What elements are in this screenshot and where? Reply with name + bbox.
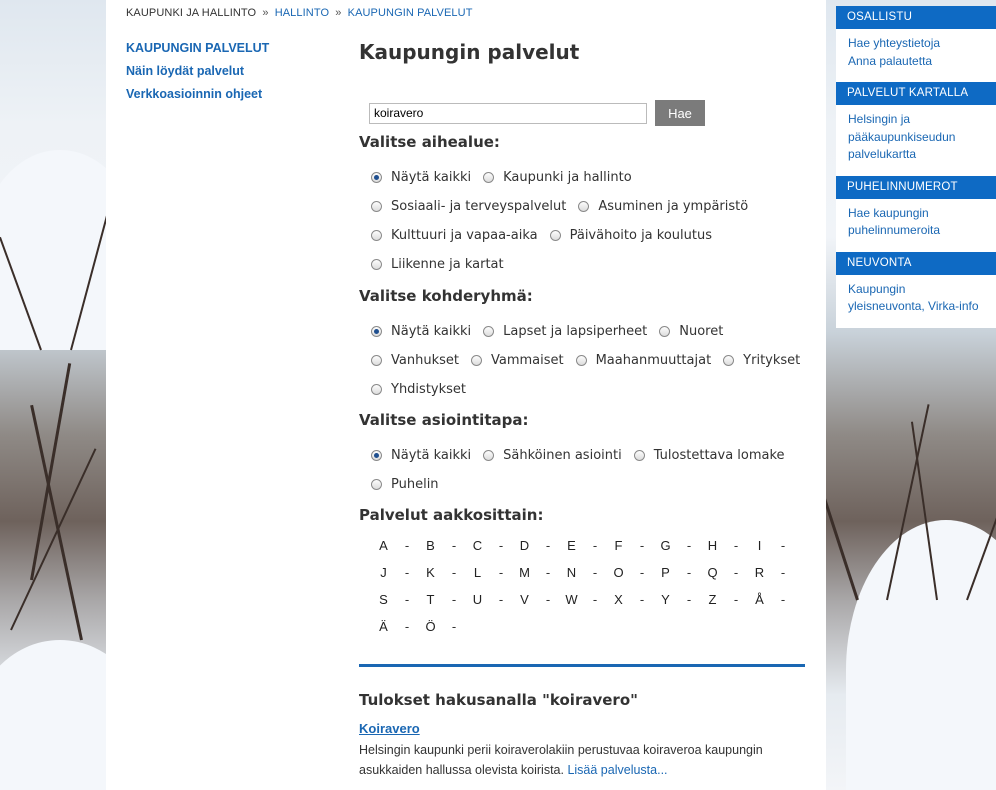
radio-label: Vammaiset <box>490 353 564 368</box>
radio-row <box>371 324 811 353</box>
alphabet-letter-link[interactable]: Ä <box>379 619 388 634</box>
alphabet-letter-link[interactable]: J <box>380 565 387 580</box>
radio-button[interactable] <box>550 230 561 241</box>
breadcrumb-link-hallinto[interactable]: HALLINTO <box>274 7 330 19</box>
radio-button[interactable] <box>371 355 382 366</box>
right-sidebar <box>836 6 996 328</box>
sidebar-box-neuvonta <box>836 252 996 328</box>
result-description-text: Helsingin kaupunki perii koiraverolakiin perustuvaa koiraveroa kaupungin asukkaiden hallussa olevista koirista. <box>359 743 763 777</box>
radio-row <box>371 448 811 477</box>
search-row <box>369 100 705 126</box>
radio-row <box>371 199 811 228</box>
radio-group-asiointitapa <box>371 448 811 506</box>
radio-button[interactable] <box>371 230 382 241</box>
radio-label: Sähköinen asiointi <box>503 448 622 463</box>
radio-button[interactable] <box>576 355 587 366</box>
alphabet-letter-link[interactable]: M <box>519 565 530 580</box>
result-title-link[interactable]: Koiravero <box>359 721 420 736</box>
heading-asiointitapa: Valitse asiointitapa: <box>359 411 529 429</box>
radio-option-yritykset[interactable] <box>723 353 800 368</box>
radio-label: Näytä kaikki <box>391 448 472 463</box>
result-description <box>359 740 805 780</box>
radio-button[interactable] <box>371 450 382 461</box>
radio-option-nayta-kaikki[interactable] <box>371 324 471 339</box>
alphabet-letter-link[interactable]: K <box>426 565 435 580</box>
radio-row <box>371 170 811 199</box>
radio-label: Nuoret <box>679 324 724 339</box>
radio-row <box>371 477 811 506</box>
radio-option-paivahoito-ja-koulutus[interactable] <box>550 228 712 243</box>
alphabet-separator: - <box>733 592 739 607</box>
alphabet-separator: - <box>686 565 692 580</box>
radio-option-tulostettava-lomake[interactable] <box>634 448 785 463</box>
alphabet-separator: - <box>733 565 739 580</box>
breadcrumb <box>126 7 473 19</box>
radio-button[interactable] <box>471 355 482 366</box>
alphabet-letter-link[interactable]: X <box>614 592 623 607</box>
radio-label: Näytä kaikki <box>391 170 472 185</box>
sidebar-box-heading: PALVELUT KARTALLA <box>836 82 996 105</box>
alphabet-letter-link[interactable]: Y <box>661 592 670 607</box>
radio-option-maahanmuuttajat[interactable] <box>576 353 712 368</box>
alphabet-row <box>376 565 799 592</box>
alphabet-letter-link[interactable]: Z <box>708 592 717 607</box>
alphabet-letter-link[interactable]: D <box>519 538 530 553</box>
alphabet-separator: - <box>498 592 504 607</box>
sidebar-box-body <box>836 275 996 328</box>
alphabet-letter-link[interactable]: R <box>754 565 765 580</box>
sidebar-box-palvelut-kartalla <box>836 82 996 176</box>
alphabet-separator: - <box>498 565 504 580</box>
sidebar-box-body <box>836 105 996 176</box>
alphabet-letter-link[interactable]: Å <box>755 592 764 607</box>
sidebar-link-helsingin-ja-paakaupunkiseudun[interactable]: Helsingin ja pääkaupunkiseudun palvelukartta <box>848 112 956 161</box>
sidebar-box-puhelinnumerot <box>836 176 996 252</box>
radio-row <box>371 382 811 411</box>
radio-label: Puhelin <box>391 477 439 492</box>
alphabet-separator: - <box>404 619 410 634</box>
sidebar-box-osallistu <box>836 6 996 82</box>
alphabet-separator: - <box>451 565 457 580</box>
alphabet-letter-link[interactable]: S <box>379 592 388 607</box>
alphabet-letter-link[interactable]: Ö <box>425 619 436 634</box>
alphabet-letter-link[interactable]: P <box>661 565 670 580</box>
radio-label: Kulttuuri ja vapaa-aika <box>391 228 538 243</box>
alphabet-separator: - <box>545 538 551 553</box>
sidebar-link-anna-palautetta[interactable]: Anna palautetta <box>848 53 933 68</box>
radio-option-kulttuuri-ja-vapaa-aika[interactable] <box>371 228 538 243</box>
sidebar-box-body <box>836 29 996 82</box>
sidebar-box-heading: PUHELINNUMEROT <box>836 176 996 199</box>
alphabet-letter-link[interactable]: E <box>567 538 576 553</box>
radio-option-kaupunki-ja-hallinto[interactable] <box>483 170 632 185</box>
content-panel <box>106 0 826 790</box>
alphabet-row <box>376 619 799 646</box>
alphabet-separator: - <box>733 538 739 553</box>
radio-button[interactable] <box>371 259 382 270</box>
alphabet-separator: - <box>592 565 598 580</box>
breadcrumb-separator: » <box>262 7 269 19</box>
radio-option-vanhukset[interactable] <box>371 353 459 368</box>
radio-row <box>371 353 811 382</box>
radio-option-liikenne-ja-kartat[interactable] <box>371 257 504 272</box>
radio-label: Näytä kaikki <box>391 324 472 339</box>
alphabet-row <box>376 538 799 565</box>
breadcrumb-separator: » <box>335 7 342 19</box>
radio-button[interactable] <box>371 172 382 183</box>
leftnav-item-verkkoasiointi[interactable]: Verkkoasioinnin ohjeet <box>126 87 263 101</box>
alphabet-separator: - <box>639 538 645 553</box>
alphabet-letter-link[interactable]: W <box>565 592 578 607</box>
sidebar-link-kaupungin-yleisneuvonta-virka-[interactable]: Kaupungin yleisneuvonta, Virka-info <box>848 281 979 313</box>
breadcrumb-item-kaupunki: KAUPUNKI JA HALLINTO <box>126 7 257 19</box>
alphabet-separator: - <box>451 538 457 553</box>
alphabet-separator: - <box>451 619 457 634</box>
alphabet-letter-link[interactable]: T <box>426 592 435 607</box>
alphabet-letter-link[interactable]: U <box>472 592 483 607</box>
radio-option-nuoret[interactable] <box>659 324 723 339</box>
background-photo-left <box>0 0 106 790</box>
radio-button[interactable] <box>634 450 645 461</box>
radio-label: Tulostettava lomake <box>653 448 785 463</box>
radio-label: Yhdistykset <box>391 382 467 397</box>
radio-option-puhelin[interactable] <box>371 477 439 492</box>
alphabet-letter-link[interactable]: L <box>473 565 482 580</box>
alphabet-letter-link[interactable]: F <box>614 538 623 553</box>
radio-label: Lapset ja lapsiperheet <box>503 324 648 339</box>
main-content <box>359 40 805 777</box>
sidebar-link-hae-yhteystietoja[interactable]: Hae yhteystietoja <box>848 36 941 50</box>
alphabet-separator: - <box>639 565 645 580</box>
radio-label: Päivähoito ja koulutus <box>569 228 713 243</box>
alphabet-letter-link[interactable]: H <box>707 538 718 553</box>
radio-option-nayta-kaikki[interactable] <box>371 170 471 185</box>
left-navigation <box>126 41 326 110</box>
radio-button[interactable] <box>578 201 589 212</box>
radio-button[interactable] <box>723 355 734 366</box>
heading-aihealue: Valitse aihealue: <box>359 133 500 151</box>
page-title: Kaupungin palvelut <box>359 40 580 64</box>
alphabet-separator: - <box>639 592 645 607</box>
alphabet-separator: - <box>592 592 598 607</box>
radio-button[interactable] <box>371 201 382 212</box>
radio-button[interactable] <box>483 326 494 337</box>
radio-button[interactable] <box>371 326 382 337</box>
sidebar-box-body <box>836 199 996 252</box>
radio-button[interactable] <box>483 450 494 461</box>
alphabet-letter-link[interactable]: A <box>379 538 388 553</box>
alphabet-separator: - <box>404 538 410 553</box>
radio-label: Liikenne ja kartat <box>391 257 504 272</box>
radio-option-sahkoinen-asiointi[interactable] <box>483 448 622 463</box>
radio-label: Yritykset <box>743 353 801 368</box>
alphabet-letter-link[interactable]: G <box>660 538 671 553</box>
alphabet-separator: - <box>686 538 692 553</box>
search-input[interactable] <box>369 103 647 124</box>
radio-label: Sosiaali- ja terveyspalvelut <box>391 199 567 214</box>
radio-label: Maahanmuuttajat <box>595 353 712 368</box>
results-heading: Tulokset hakusanalla "koiravero" <box>359 691 638 709</box>
sidebar-box-heading: NEUVONTA <box>836 252 996 275</box>
breadcrumb-link-palvelut[interactable]: KAUPUNGIN PALVELUT <box>347 7 473 19</box>
alphabet-row <box>376 592 799 619</box>
alphabet-separator: - <box>780 592 786 607</box>
heading-aakkosittain: Palvelut aakkosittain: <box>359 506 544 524</box>
leftnav-item-kaupungin-palvelut[interactable]: KAUPUNGIN PALVELUT <box>126 41 270 55</box>
radio-label: Asuminen ja ympäristö <box>598 199 749 214</box>
alphabet-separator: - <box>592 538 598 553</box>
radio-button[interactable] <box>371 479 382 490</box>
radio-label: Kaupunki ja hallinto <box>503 170 632 185</box>
radio-option-vammaiset[interactable] <box>471 353 564 368</box>
radio-group-kohderyhma <box>371 324 811 411</box>
alphabet-separator: - <box>404 565 410 580</box>
divider <box>359 664 805 667</box>
alphabet-separator: - <box>498 538 504 553</box>
alphabet-letter-link[interactable]: C <box>472 538 483 553</box>
alphabet-letter-link[interactable]: Q <box>707 565 718 580</box>
radio-row <box>371 228 811 257</box>
radio-button[interactable] <box>483 172 494 183</box>
result-more-link[interactable]: Lisää palvelusta... <box>567 763 668 777</box>
alphabet-separator: - <box>545 565 551 580</box>
alphabet-separator: - <box>686 592 692 607</box>
alphabet-separator: - <box>545 592 551 607</box>
radio-button[interactable] <box>659 326 670 337</box>
radio-row <box>371 257 811 286</box>
alphabet-letter-link[interactable]: O <box>613 565 624 580</box>
radio-option-sosiaali-ja-terveyspalvelut[interactable] <box>371 199 566 214</box>
radio-label: Vanhukset <box>391 353 459 368</box>
alphabet-separator: - <box>451 592 457 607</box>
leftnav-item-nain-loydat[interactable]: Näin löydät palvelut <box>126 64 245 78</box>
sidebar-link-hae-kaupungin-puhelinnumeroita[interactable]: Hae kaupungin puhelinnumeroita <box>848 205 941 237</box>
alphabet-index <box>376 538 799 646</box>
radio-option-asuminen-ja-ymparisto[interactable] <box>578 199 748 214</box>
alphabet-letter-link[interactable]: B <box>426 538 435 553</box>
alphabet-letter-link[interactable]: I <box>757 538 762 553</box>
radio-option-lapset-ja-lapsiperheet[interactable] <box>483 324 647 339</box>
radio-option-yhdistykset[interactable] <box>371 382 466 397</box>
radio-option-nayta-kaikki[interactable] <box>371 448 471 463</box>
sidebar-box-heading: OSALLISTU <box>836 6 996 29</box>
radio-button[interactable] <box>371 384 382 395</box>
search-button[interactable]: Hae <box>655 100 705 126</box>
heading-kohderyhma: Valitse kohderyhmä: <box>359 287 533 305</box>
alphabet-separator: - <box>780 565 786 580</box>
alphabet-letter-link[interactable]: N <box>566 565 577 580</box>
alphabet-letter-link[interactable]: V <box>520 592 529 607</box>
alphabet-separator: - <box>404 592 410 607</box>
radio-group-aihealue <box>371 170 811 286</box>
alphabet-separator: - <box>780 538 786 553</box>
